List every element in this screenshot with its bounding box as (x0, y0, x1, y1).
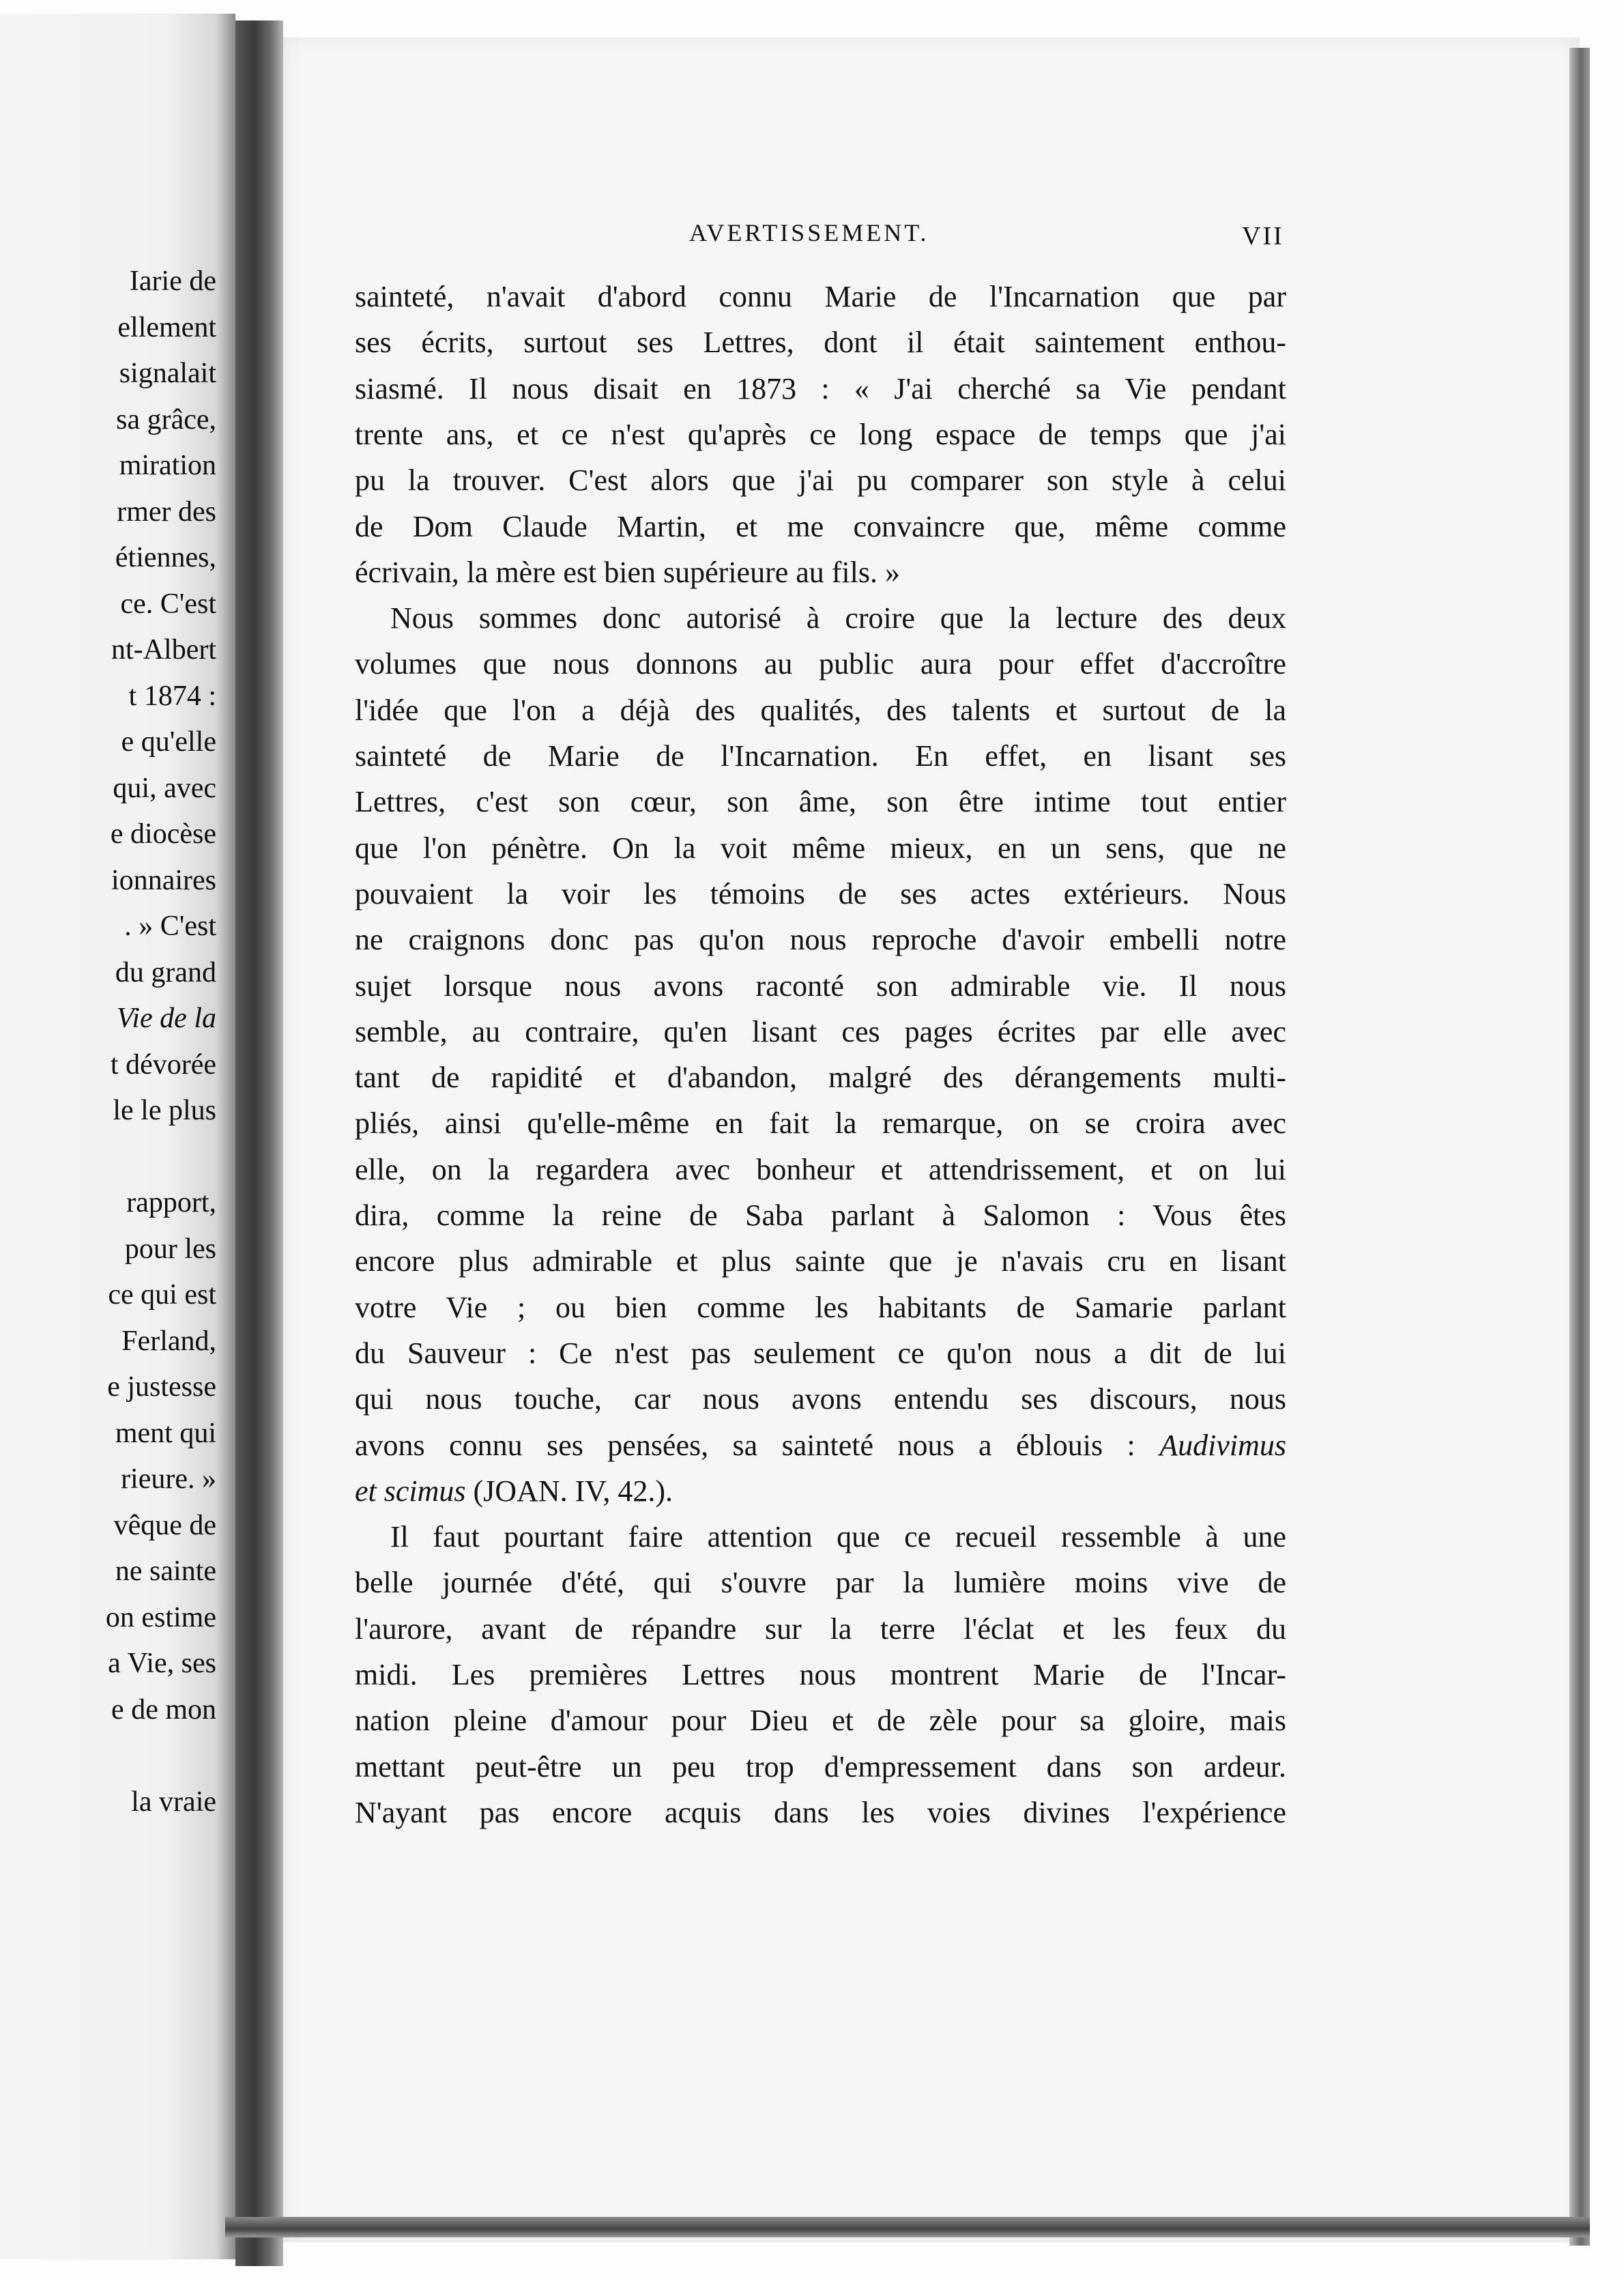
body-line: semble, au contraire, qu'en lisant ces pages écrites par elle avec (355, 1014, 1286, 1048)
facing-page-line: la vraie (131, 1786, 216, 1818)
facing-page-line: e qu'elle (121, 726, 216, 758)
facing-page-line: le le plus (113, 1095, 216, 1126)
running-head: AVERTISSEMENT. (689, 219, 929, 246)
facing-page-line: ellement (117, 311, 216, 343)
body-line: pouvaient la voir les témoins de ses actes extérieurs. Nous (355, 876, 1286, 911)
body-line: et scimus (JOAN. IV, 42.). (355, 1474, 673, 1508)
facing-page-line: e de mon (111, 1693, 216, 1725)
body-line: écrivain, la mère est bien supérieure au fils. » (355, 555, 901, 589)
facing-page-line: Vie de la (116, 1003, 216, 1034)
body-line: dira, comme la reine de Saba parlant à Salomon : Vous êtes (355, 1199, 1286, 1232)
facing-page-line: rieure. » (121, 1463, 216, 1495)
body-line: ne craignons donc pas qu'on nous reproche d'avoir embelli notre (355, 923, 1286, 957)
facing-page-line: sa grâce, (116, 403, 216, 435)
facing-page-line: ne sainte (115, 1556, 216, 1587)
facing-page-line: étiennes, (115, 542, 216, 573)
body-line: Lettres, c'est son cœur, son âme, son être intime tout entier (355, 785, 1286, 819)
body-line: Nous sommes donc autorisé à croire que la lecture des deux (390, 601, 1286, 635)
facing-page-line: ionnaires (111, 864, 216, 896)
page-number: VII (1242, 222, 1284, 250)
body-line: Il faut pourtant faire attention que ce recueil ressemble à une (390, 1520, 1286, 1554)
body-line: qui nous touche, car nous avons entendu ses discours, nous (355, 1382, 1286, 1416)
book-gutter (235, 20, 283, 2266)
facing-page-line: rapport, (126, 1187, 216, 1218)
body-line: ses écrits, surtout ses Lettres, dont il était saintement enthou- (355, 326, 1286, 360)
facing-page-line: t dévorée (110, 1048, 216, 1080)
body-line: votre Vie ; ou bien comme les habitants de Samarie parlant (355, 1290, 1286, 1324)
body-line: sujet lorsque nous avons raconté son admirable vie. Il nous (355, 969, 1286, 1003)
facing-page-line: miration (119, 450, 216, 481)
facing-page-line: rmer des (117, 496, 216, 528)
body-line: pu la trouver. C'est alors que j'ai pu comparer son style à celui (355, 463, 1286, 498)
body-line: pliés, ainsi qu'elle-même en fait la remarque, on se croira avec (355, 1106, 1286, 1141)
facing-page-line: signalait (119, 358, 216, 389)
body-line: l'idée que l'on a déjà des qualités, des talents et surtout de la (355, 693, 1286, 727)
facing-page-line: t 1874 : (128, 680, 216, 712)
body-line: siasmé. Il nous disait en 1873 : « J'ai cherché sa Vie pendant (355, 371, 1286, 405)
facing-page-line: e diocèse (110, 818, 216, 850)
page-edge-right (1569, 48, 1590, 2246)
facing-page-line: vêque de (113, 1509, 216, 1541)
facing-page-left (0, 14, 235, 2259)
facing-page-line: a Vie, ses (108, 1648, 216, 1679)
body-line: volumes que nous donnons au public aura pour effet d'accroître (355, 647, 1286, 681)
body-line: encore plus admirable et plus sainte que je n'avais cru en lisant (355, 1244, 1286, 1278)
facing-page-line: ment qui (115, 1417, 216, 1449)
facing-page-line: Ferland, (121, 1325, 216, 1357)
body-line: tant de rapidité et d'abandon, malgré des dérangements multi- (355, 1061, 1286, 1095)
body-line: l'aurore, avant de répandre sur la terre l'éclat et les feux du (355, 1612, 1286, 1646)
body-line: que l'on pénètre. On la voit même mieux, en un sens, que ne (355, 831, 1286, 865)
facing-page-line: nt-Albert (111, 634, 216, 665)
body-line: du Sauveur : Ce n'est pas seulement ce qu'on nous a dit de lui (355, 1336, 1286, 1370)
body-line: sainteté, n'avait d'abord connu Marie de l'Incarnation que par (355, 280, 1286, 313)
facing-page-line: du grand (115, 956, 216, 988)
body-line: avons connu ses pensées, sa sainteté nous a éblouis : Audivimus (355, 1428, 1286, 1462)
body-line: midi. Les premières Lettres nous montrent Marie de l'Incar- (355, 1658, 1286, 1691)
body-line: elle, on la regardera avec bonheur et attendrissement, et on lui (355, 1152, 1286, 1186)
facing-page-line: ce. C'est (120, 588, 216, 620)
facing-page-line: e justesse (107, 1371, 216, 1403)
body-line: N'ayant pas encore acquis dans les voies divines l'expérience (355, 1795, 1286, 1829)
facing-page-line: . » C'est (124, 911, 216, 942)
facing-page-line: Iarie de (129, 266, 216, 297)
body-line: sainteté de Marie de l'Incarnation. En effet, en lisant ses (355, 739, 1286, 773)
body-line: mettant peut-être un peu trop d'empressement dans son ardeur. (355, 1749, 1286, 1784)
facing-page-line: ce qui est (108, 1279, 216, 1311)
facing-page-line: on estime (105, 1601, 216, 1633)
body-line: de Dom Claude Martin, et me convaincre que, même comme (355, 509, 1286, 543)
facing-page-line: qui, avec (113, 772, 216, 804)
body-line: belle journée d'été, qui s'ouvre par la lumière moins vive de (355, 1566, 1286, 1600)
body-line: nation pleine d'amour pour Dieu et de zèle pour sa gloire, mais (355, 1704, 1286, 1738)
page-edge-bottom (225, 2217, 1590, 2237)
body-line: trente ans, et ce n'est qu'après ce long espace de temps que j'ai (355, 417, 1286, 451)
facing-page-line: pour les (124, 1233, 216, 1265)
